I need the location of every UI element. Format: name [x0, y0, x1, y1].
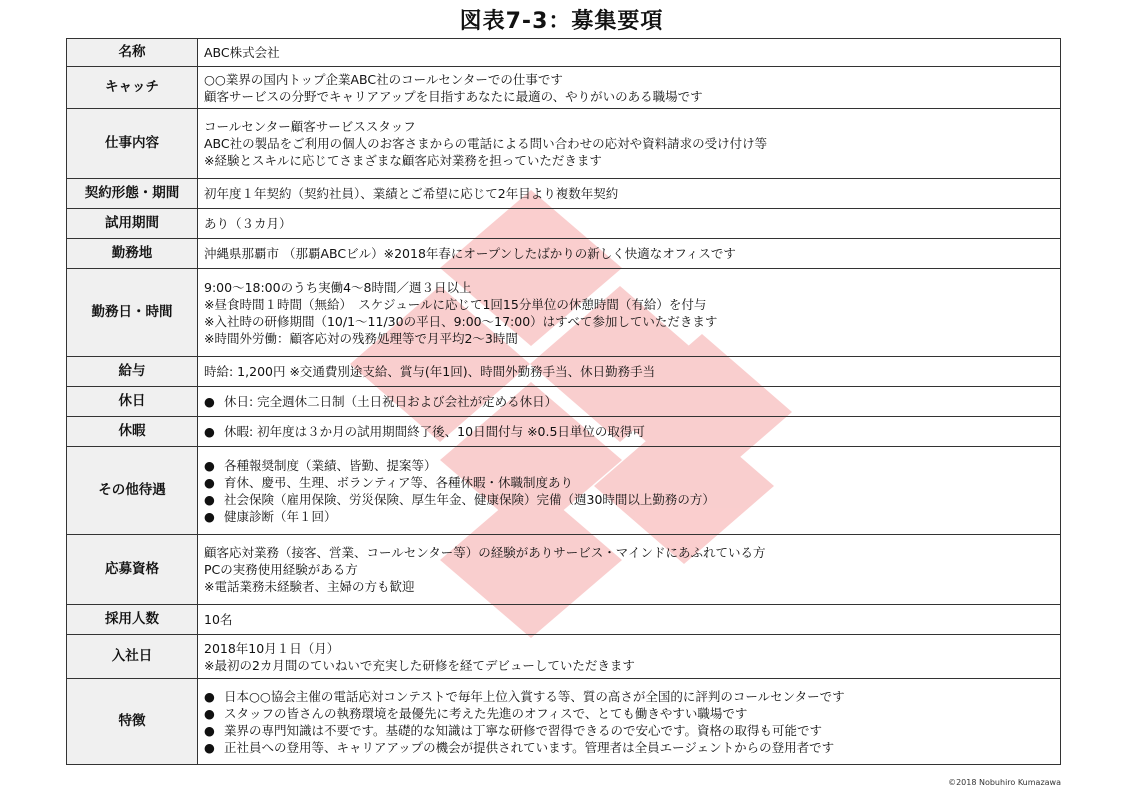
content-line: ※入社時の研修期間（10/1～11/30の平日、9:00～17:00）はすべて参加していただきます	[204, 313, 718, 329]
row-content	[198, 635, 1061, 679]
bullet-item	[204, 423, 1054, 440]
bullet-text: 育休、慶弔、生理、ボランティア等、各種休暇・休職制度あり	[224, 474, 574, 490]
content-line: 時給: 1,200円 ※交通費別途支給、賞与(年1回)、時間外勤務手当、休日勤務手当	[204, 364, 656, 379]
content-line: 顧客応対業務（接客、営業、コールセンター等）の経験がありサービス・マインドにあふれている方	[204, 545, 766, 560]
table-row	[67, 447, 1061, 535]
table-row	[67, 239, 1061, 269]
requirements-table	[66, 38, 1061, 765]
content-line: あり（３カ月）	[204, 216, 292, 231]
table-row	[67, 269, 1061, 357]
row-content	[198, 269, 1061, 357]
bullet-text: スタッフの皆さんの執務環境を最優先に考えた先進のオフィスで、とても働きやすい職場です	[224, 705, 748, 721]
bullet-icon: ●	[204, 394, 215, 409]
table-row	[67, 387, 1061, 417]
copyright-notice: ©2018 Nobuhiro Kumazawa	[948, 778, 1061, 787]
bullet-icon: ●	[204, 508, 215, 524]
row-content	[198, 209, 1061, 239]
table-row	[67, 605, 1061, 635]
row-label: 契約形態・期間	[67, 179, 198, 209]
bullet-item	[204, 688, 1054, 705]
bullet-item	[204, 457, 1054, 474]
row-label: 入社日	[67, 635, 198, 679]
table-row	[67, 179, 1061, 209]
row-content	[198, 179, 1061, 209]
content-line: ABC社の製品をご利用の個人のお客さまからの電話による問い合わせの応対や資料請求の受け付け等	[204, 136, 768, 151]
row-label: 応募資格	[67, 535, 198, 605]
table-row	[67, 417, 1061, 447]
table-row	[67, 39, 1061, 67]
row-label: 勤務日・時間	[67, 269, 198, 357]
row-content	[198, 109, 1061, 179]
bullet-icon: ●	[204, 688, 215, 704]
content-line: ABC株式会社	[204, 45, 280, 60]
bullet-item	[204, 474, 1054, 491]
row-label: 給与	[67, 357, 198, 387]
row-label: 仕事内容	[67, 109, 198, 179]
content-line: ※電話業務未経験者、主婦の方も歓迎	[204, 579, 415, 594]
bullet-text: 休日: 完全週休二日制（土日祝日および会社が定める休日）	[224, 394, 558, 409]
bullet-text: 正社員への登用等、キャリアアップの機会が提供されています。管理者は全員エージェントからの登用者です	[224, 739, 835, 755]
bullet-icon: ●	[204, 474, 215, 490]
row-label: 採用人数	[67, 605, 198, 635]
row-label: 試用期間	[67, 209, 198, 239]
bullet-icon: ●	[204, 739, 215, 755]
bullet-icon: ●	[204, 705, 215, 721]
content-line: ※最初の2カ月間のていねいで充実した研修を経てデビューしていただきます	[204, 657, 635, 673]
row-label: 休日	[67, 387, 198, 417]
row-content	[198, 447, 1061, 535]
row-content	[198, 387, 1061, 417]
row-label: 名称	[67, 39, 198, 67]
bullet-text: 健康診断（年１回）	[224, 508, 337, 524]
row-label: その他待遇	[67, 447, 198, 535]
bullet-text: 社会保険（雇用保険、労災保険、厚生年金、健康保険）完備（週30時間以上勤務の方）	[224, 491, 715, 507]
content-line: 沖縄県那覇市 （那覇ABCビル）※2018年春にオープンしたばかりの新しく快適なオフィスです	[204, 246, 736, 261]
row-label: 特徴	[67, 679, 198, 765]
table-row	[67, 67, 1061, 109]
table-row	[67, 635, 1061, 679]
content-line: 顧客サービスの分野でキャリアアップを目指すあなたに最適の、やりがいのある職場です	[204, 88, 703, 104]
page-title: 図表7-3：募集要項	[459, 9, 664, 34]
bullet-text: 業界の専門知識は不要です。基礎的な知識は丁寧な研修で習得できるので安心です。資格の取得も可能です	[224, 722, 823, 738]
content-line: コールセンター顧客サービススタッフ	[204, 119, 416, 134]
bullet-icon: ●	[204, 457, 215, 473]
bullet-text: 各種報奨制度（業績、皆勤、提案等）	[224, 457, 437, 473]
row-label: キャッチ	[67, 67, 198, 109]
row-label: 勤務地	[67, 239, 198, 269]
content-line: 10名	[204, 612, 233, 627]
content-line: PCの実務使用経験がある方	[204, 562, 358, 577]
row-content	[198, 357, 1061, 387]
bullet-icon: ●	[204, 424, 215, 439]
row-content	[198, 239, 1061, 269]
bullet-item	[204, 739, 1054, 756]
table-row	[67, 209, 1061, 239]
row-content	[198, 679, 1061, 765]
table-row	[67, 679, 1061, 765]
content-line: 初年度１年契約（契約社員）、業績とご希望に応じて2年目より複数年契約	[204, 186, 619, 201]
bullet-item	[204, 491, 1054, 508]
content-line: 2018年10月１日（月）	[204, 640, 340, 656]
bullet-item	[204, 393, 1054, 410]
bullet-icon: ●	[204, 722, 215, 738]
bullet-item	[204, 722, 1054, 739]
bullet-text: 日本○○協会主催の電話応対コンテストで毎年上位入賞する等、質の高さが全国的に評判のコールセンターです	[224, 688, 845, 704]
row-content	[198, 605, 1061, 635]
table-row	[67, 357, 1061, 387]
row-content	[198, 417, 1061, 447]
table-row	[67, 109, 1061, 179]
row-content	[198, 535, 1061, 605]
row-label: 休暇	[67, 417, 198, 447]
content-line: 9:00～18:00のうち実働4～8時間／週３日以上	[204, 279, 472, 295]
row-content	[198, 39, 1061, 67]
bullet-icon: ●	[204, 491, 215, 507]
table-row	[67, 535, 1061, 605]
content-line: ※時間外労働：顧客応対の残務処理等で月平均2～3時間	[204, 330, 518, 346]
content-line: ○○業界の国内トップ企業ABC社のコールセンターでの仕事です	[204, 71, 563, 87]
content-line: ※経験とスキルに応じてさまざまな顧客応対業務を担っていただきます	[204, 153, 602, 168]
bullet-item	[204, 705, 1054, 722]
row-content	[198, 67, 1061, 109]
bullet-text: 休暇: 初年度は３か月の試用期間終了後、10日間付与 ※0.5日単位の取得可	[224, 424, 645, 439]
content-line: ※昼食時間１時間（無給） スケジュールに応じて1回15分単位の休憩時間（有給）を付与	[204, 296, 707, 312]
bullet-item	[204, 508, 1054, 525]
